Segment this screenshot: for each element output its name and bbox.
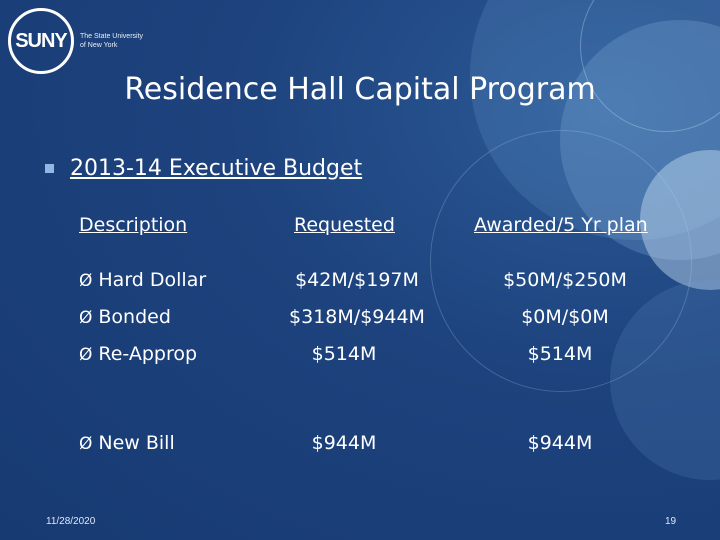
suny-logo: [8, 8, 160, 74]
header-requested: Requested: [294, 214, 395, 236]
square-bullet-icon: [45, 164, 54, 173]
logo-tagline-line-1: The State University: [80, 33, 144, 40]
row-description: [79, 432, 175, 454]
section-heading: [45, 156, 362, 181]
awarded-value: $514M: [527, 343, 593, 365]
description-text: Hard Dollar: [98, 269, 207, 291]
logo-tagline-line-2: of New York: [80, 42, 118, 49]
requested-value: $944M: [311, 432, 377, 454]
arrow-bullet-icon: Ø: [79, 271, 93, 291]
requested-value: $42M/$197M: [295, 269, 419, 291]
awarded-value: $944M: [527, 432, 593, 454]
decorative-circle: [470, 0, 720, 240]
row-description: [79, 269, 206, 291]
description-text: Re-Approp: [98, 343, 198, 365]
description-text: New Bill: [98, 432, 175, 454]
section-heading-text: 2013-14 Executive Budget: [70, 156, 363, 181]
arrow-bullet-icon: Ø: [79, 308, 93, 328]
awarded-value: $0M/$0M: [521, 306, 609, 328]
logo-tagline: [80, 32, 160, 50]
description-text: Bonded: [98, 306, 171, 328]
header-awarded: Awarded/5 Yr plan: [474, 214, 648, 236]
page-number: 19: [665, 516, 677, 527]
requested-value: $318M/$944M: [289, 306, 425, 328]
arrow-bullet-icon: Ø: [79, 434, 93, 454]
slide-title: Residence Hall Capital Program: [124, 72, 596, 107]
logo-mark: SUNY: [8, 8, 74, 74]
requested-value: $514M: [311, 343, 377, 365]
arrow-bullet-icon: Ø: [79, 345, 93, 365]
row-description: [79, 343, 197, 365]
header-description: Description: [79, 214, 188, 236]
footer-date: 11/28/2020: [46, 516, 96, 527]
row-description: [79, 306, 171, 328]
awarded-value: $50M/$250M: [503, 269, 627, 291]
decorative-circle: [580, 0, 720, 132]
